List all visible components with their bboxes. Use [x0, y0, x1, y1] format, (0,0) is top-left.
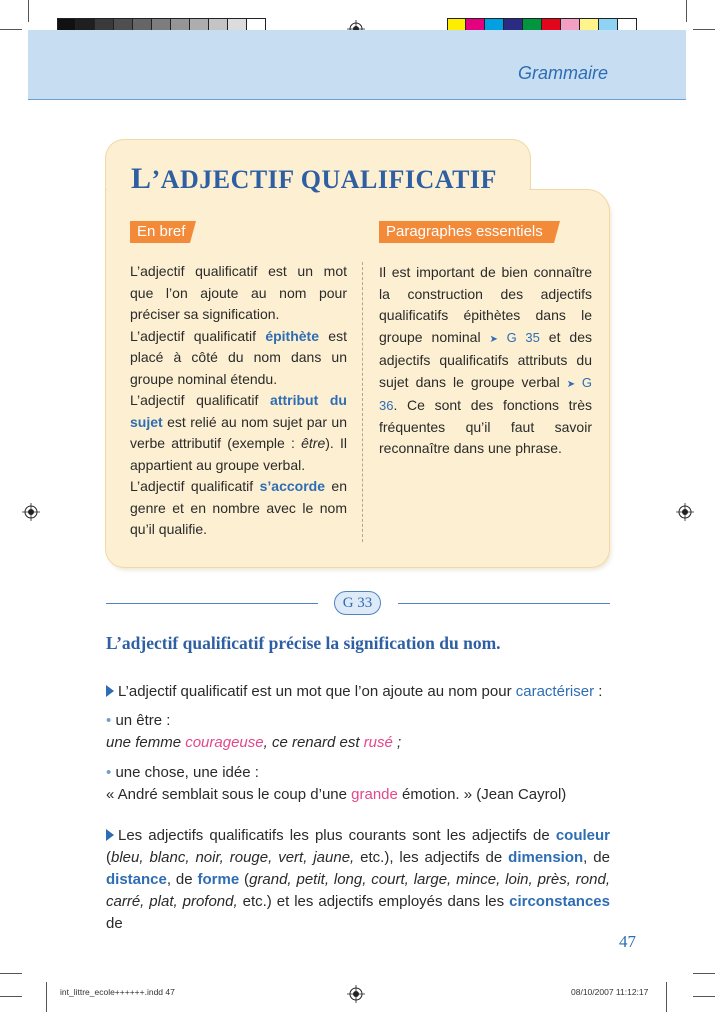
header-rule — [28, 99, 686, 100]
divider-line — [106, 603, 318, 604]
registration-mark-icon — [347, 985, 365, 1003]
reference-link[interactable]: ➤ G 36 — [379, 374, 592, 413]
slug-filename: int_littre_ecole++++++.indd 47 — [60, 987, 175, 997]
registration-mark-icon — [22, 503, 40, 521]
example-item-chose: • une chose, une idée : « André semblait sous le coup d’une grande émotion. » (Jean Cayrol) — [106, 764, 567, 803]
registration-mark-icon — [676, 503, 694, 521]
column-separator — [362, 262, 363, 542]
en-bref-text — [130, 261, 347, 541]
paragraph-caracteriser: L’adjectif qualificatif est un mot que l’on ajoute au nom pour caractériser : — [106, 681, 610, 703]
arrow-right-icon: ➤ — [489, 333, 498, 345]
bullet-dot-icon: • — [106, 764, 112, 781]
crop-mark — [0, 29, 22, 30]
triangle-bullet-icon — [106, 685, 114, 697]
crop-mark — [46, 982, 47, 1012]
paragraphes-essentiels-text: Il est important de bien connaître la construction des adjectifs qualificatifs épithètes dans le groupe nominal ➤ G 35 et des adjectifs qualificatifs attributs du sujet dans le groupe verbal ➤ G 36. Ce sont des fonctions très fréquentes qu’il faut savoir reconnaître dans une phrase. — [379, 264, 592, 456]
keyword-accorde: s’accorde — [259, 478, 325, 494]
en-bref-label: En bref — [130, 221, 190, 243]
divider-line — [398, 603, 610, 604]
example-item-etre: • un être : une femme courageuse, ce renard est rusé ; — [106, 712, 402, 751]
crop-mark — [693, 973, 715, 974]
section-label: Grammaire — [517, 63, 608, 83]
keyword-epithete: épithète — [265, 327, 320, 344]
bullet-dot-icon: • — [106, 712, 112, 729]
paragraph-adjectifs-courants: Les adjectifs qualificatifs les plus courants sont les adjectifs de couleur (bleu, blanc, noir, rouge, vert, jaune, etc.), les adjectifs de dimension, de distance, de forme (grand, petit, long, court, large, mince, loin, près, rond, carré, plat, profond, etc.) et les adjectifs employés dans les circonstances de — [106, 827, 610, 932]
arrow-right-icon: ➤ — [566, 378, 576, 390]
slug-date: 08/10/2007 11:12:17 — [571, 987, 649, 997]
keyword-attribut: attribut du sujet — [130, 392, 347, 430]
summary-paragraph: L’adjectif qualificatif épithète est placé à côté du nom dans un groupe nominal étendu. — [130, 327, 347, 387]
page-number: 47 — [619, 932, 636, 951]
crop-mark — [0, 973, 22, 974]
summary-paragraph: L’adjectif qualificatif est un mot que l’on ajoute au nom pour préciser sa signification. — [130, 263, 347, 322]
summary-paragraph: L’adjectif qualificatif s’accorde en genre et en nombre avec le nom qu’il qualifie. — [130, 478, 347, 537]
paragraphes-essentiels-label: Paragraphes essentiels — [379, 221, 554, 243]
crop-mark — [693, 29, 715, 30]
triangle-bullet-icon — [106, 829, 114, 841]
crop-mark — [693, 996, 715, 997]
reference-link[interactable]: ➤ G 35 — [489, 329, 540, 345]
summary-paragraph: L’adjectif qualificatif attribut du sujet est relié au nom sujet par un verbe attributif (exemple : être). Il appartient au groupe verbal. — [130, 392, 347, 473]
crop-mark — [686, 0, 687, 22]
crop-mark — [0, 996, 22, 997]
page-title: L’ADJECTIF QUALIFICATIF — [131, 162, 497, 195]
section-badge: G 33 — [334, 591, 381, 615]
crop-mark — [28, 0, 29, 22]
crop-mark — [666, 982, 667, 1012]
section-heading: L’adjectif qualificatif précise la signification du nom. — [106, 633, 501, 653]
